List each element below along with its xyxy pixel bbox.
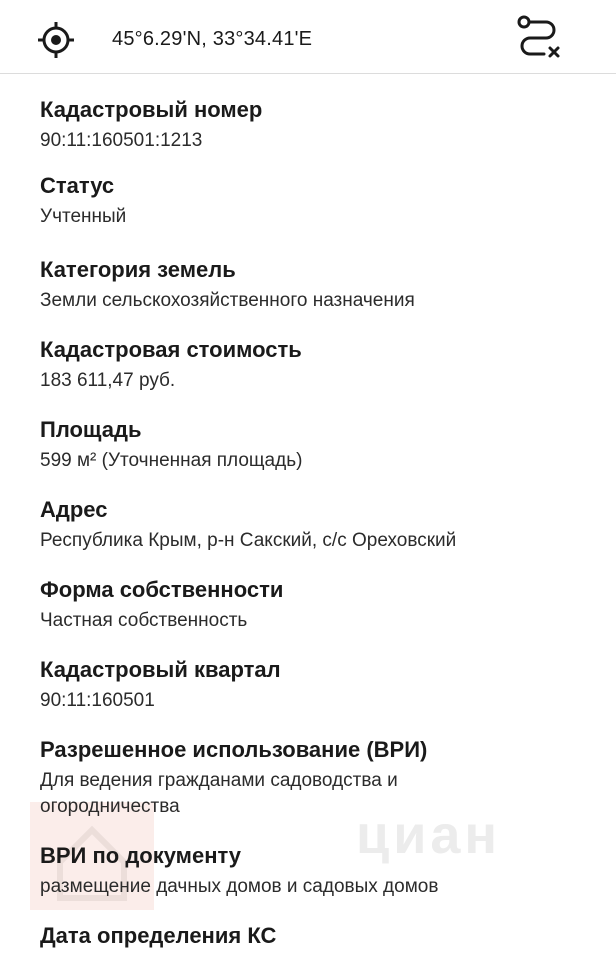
field-label: ВРИ по документу xyxy=(40,843,242,868)
top-bar xyxy=(0,0,616,74)
field-label: Дата определения КС xyxy=(40,923,277,948)
field-label: Кадастровая стоимость xyxy=(40,337,302,362)
field-value: Для ведения гражданами садоводства и огородничества xyxy=(40,770,398,817)
field-label: Форма собственности xyxy=(40,577,284,602)
field-value: 599 м² (Уточненная площадь) xyxy=(40,450,303,471)
field-label: Кадастровый номер xyxy=(40,97,263,122)
field-value: размещение дачных домов и садовых домов xyxy=(40,876,439,897)
coordinates-readout: 45°6.29'N, 33°34.41'E xyxy=(112,28,313,50)
field-value: Частная собственность xyxy=(40,610,248,631)
field-value: Земли сельскохозяйственного назначения xyxy=(40,290,415,311)
field-value: Республика Крым, р-н Сакский, с/с Ореховский xyxy=(40,530,457,551)
field-valuation-date xyxy=(40,922,600,950)
field-label: Кадастровый квартал xyxy=(40,657,281,682)
field-ownership-form xyxy=(40,576,600,634)
field-area xyxy=(40,416,600,474)
field-cadastral-value xyxy=(40,336,600,394)
field-label: Статус xyxy=(40,173,115,198)
field-value: 183 611,47 руб. xyxy=(40,370,176,391)
field-permitted-use xyxy=(40,736,510,820)
watermark-text: циан xyxy=(356,805,502,865)
crosshair-target-icon xyxy=(36,20,76,60)
field-value: Учтенный xyxy=(40,206,127,227)
field-label: Категория земель xyxy=(40,257,236,282)
field-value: 90:11:160501 xyxy=(40,690,155,711)
field-document-use xyxy=(40,842,600,900)
field-label: Адрес xyxy=(40,497,108,522)
route-clear-icon xyxy=(514,14,566,62)
field-label: Площадь xyxy=(40,417,142,442)
route-clear-button[interactable] xyxy=(514,14,566,62)
field-value: 90:11:160501:1213 xyxy=(40,130,203,151)
field-land-category xyxy=(40,256,600,314)
field-cadastral-quarter xyxy=(40,656,600,714)
field-status xyxy=(40,172,600,230)
field-address xyxy=(40,496,600,554)
field-cadastral-number xyxy=(40,96,600,154)
locate-button[interactable] xyxy=(36,20,76,60)
field-label: Разрешенное использование (ВРИ) xyxy=(40,737,428,762)
